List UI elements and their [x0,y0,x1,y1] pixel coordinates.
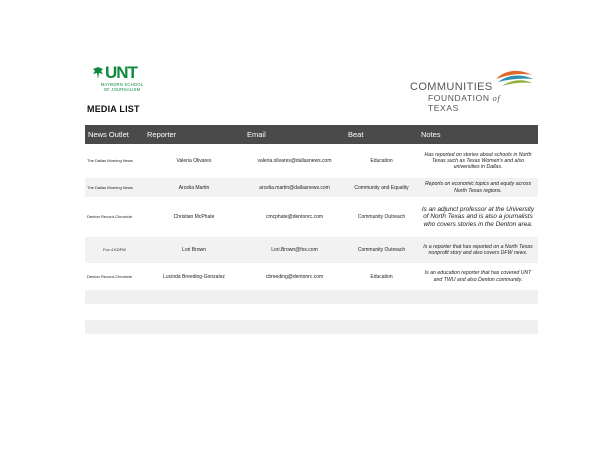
cf-texas-word: TEXAS [428,103,459,113]
cell-email: cmcphate@dentonrc.com [265,214,324,220]
eagle-icon [92,66,104,80]
cell-beat: Education [370,273,393,280]
cell-outlet: Fox 4 KDFW [85,237,144,263]
cell-notes: Is an adjunct professor at the University of North Texas and is also a journalists who covers stories in the Denton area. [421,205,535,228]
page-title: MEDIA LIST [87,104,140,114]
header-email: Email [244,125,345,144]
empty-cell [85,290,538,304]
header-news-outlet: News Outlet [85,125,144,144]
cell-outlet: The Dallas Morning News [85,178,144,197]
empty-row [85,320,538,334]
empty-row [85,304,538,320]
cf-line-communities: COMMUNITIES [410,81,493,93]
table-row [85,263,538,290]
cell-beat: Education [370,158,393,164]
cell-notes: Reports on economic topics and equity across North Texas regions. [418,178,538,197]
communities-foundation-logo [410,67,532,113]
cell-notes: Is an education reporter that has covered UNT and TWU and also Denton community. [424,270,532,283]
header-notes: Notes [418,125,538,144]
cell-notes: Is a reporter that has reported on a North Texas nonprofit story and also covers DFW news. [418,237,538,263]
cell-email: cbreeding@dentonrc.com [265,273,324,280]
cell-reporter: Christian McPhate [173,214,215,220]
cell-beat: Community Outreach [357,214,406,220]
cell-reporter: Arcelia Martin [144,178,244,197]
table-row [85,178,538,197]
cell-outlet: Denton Record-Chronicle [87,273,133,279]
mayborn-line-1: MAYBORN SCHOOL [100,82,144,87]
cell-reporter: Lori Brown [144,237,244,263]
table-header-row [85,125,538,144]
cell-outlet: Denton Record-Chronicle [87,214,133,219]
header-reporter: Reporter [144,125,244,144]
empty-cell [85,320,538,334]
header-beat: Beat [345,125,418,144]
media-list-table [85,125,538,334]
table-row [85,237,538,263]
cf-foundation-word: FOUNDATION [428,93,490,103]
cell-email: valeria.olivares@dallasnews.com [257,158,332,164]
cf-line-foundation [428,93,532,113]
cell-email: Lori.Brown@fox.com [244,237,345,263]
cell-beat: Community Outreach [345,237,418,263]
cell-notes: Has reported on stories about schools in North Texas such as Texas Women's and also universities in Dallas. [424,151,532,171]
cell-reporter: Valeria Olivares [176,158,212,164]
table-row [85,197,538,237]
unt-wordmark [92,63,152,82]
swoosh-icon [494,67,534,93]
cell-beat: Community and Equality [345,178,418,197]
cf-of-word: of [492,93,501,103]
cell-reporter: Lucinda Breeding-Gonzalez [163,273,225,280]
unt-name: UNT [105,63,137,82]
cell-outlet: The Dallas Morning News [87,158,133,163]
mayborn-line-2: OF JOURNALISM [103,87,141,92]
empty-cell [85,304,538,320]
empty-row [85,290,538,304]
table-row [85,144,538,178]
unt-mayborn-logo [92,63,152,100]
cell-email: arcelia.martin@dallasnews.com [244,178,345,197]
